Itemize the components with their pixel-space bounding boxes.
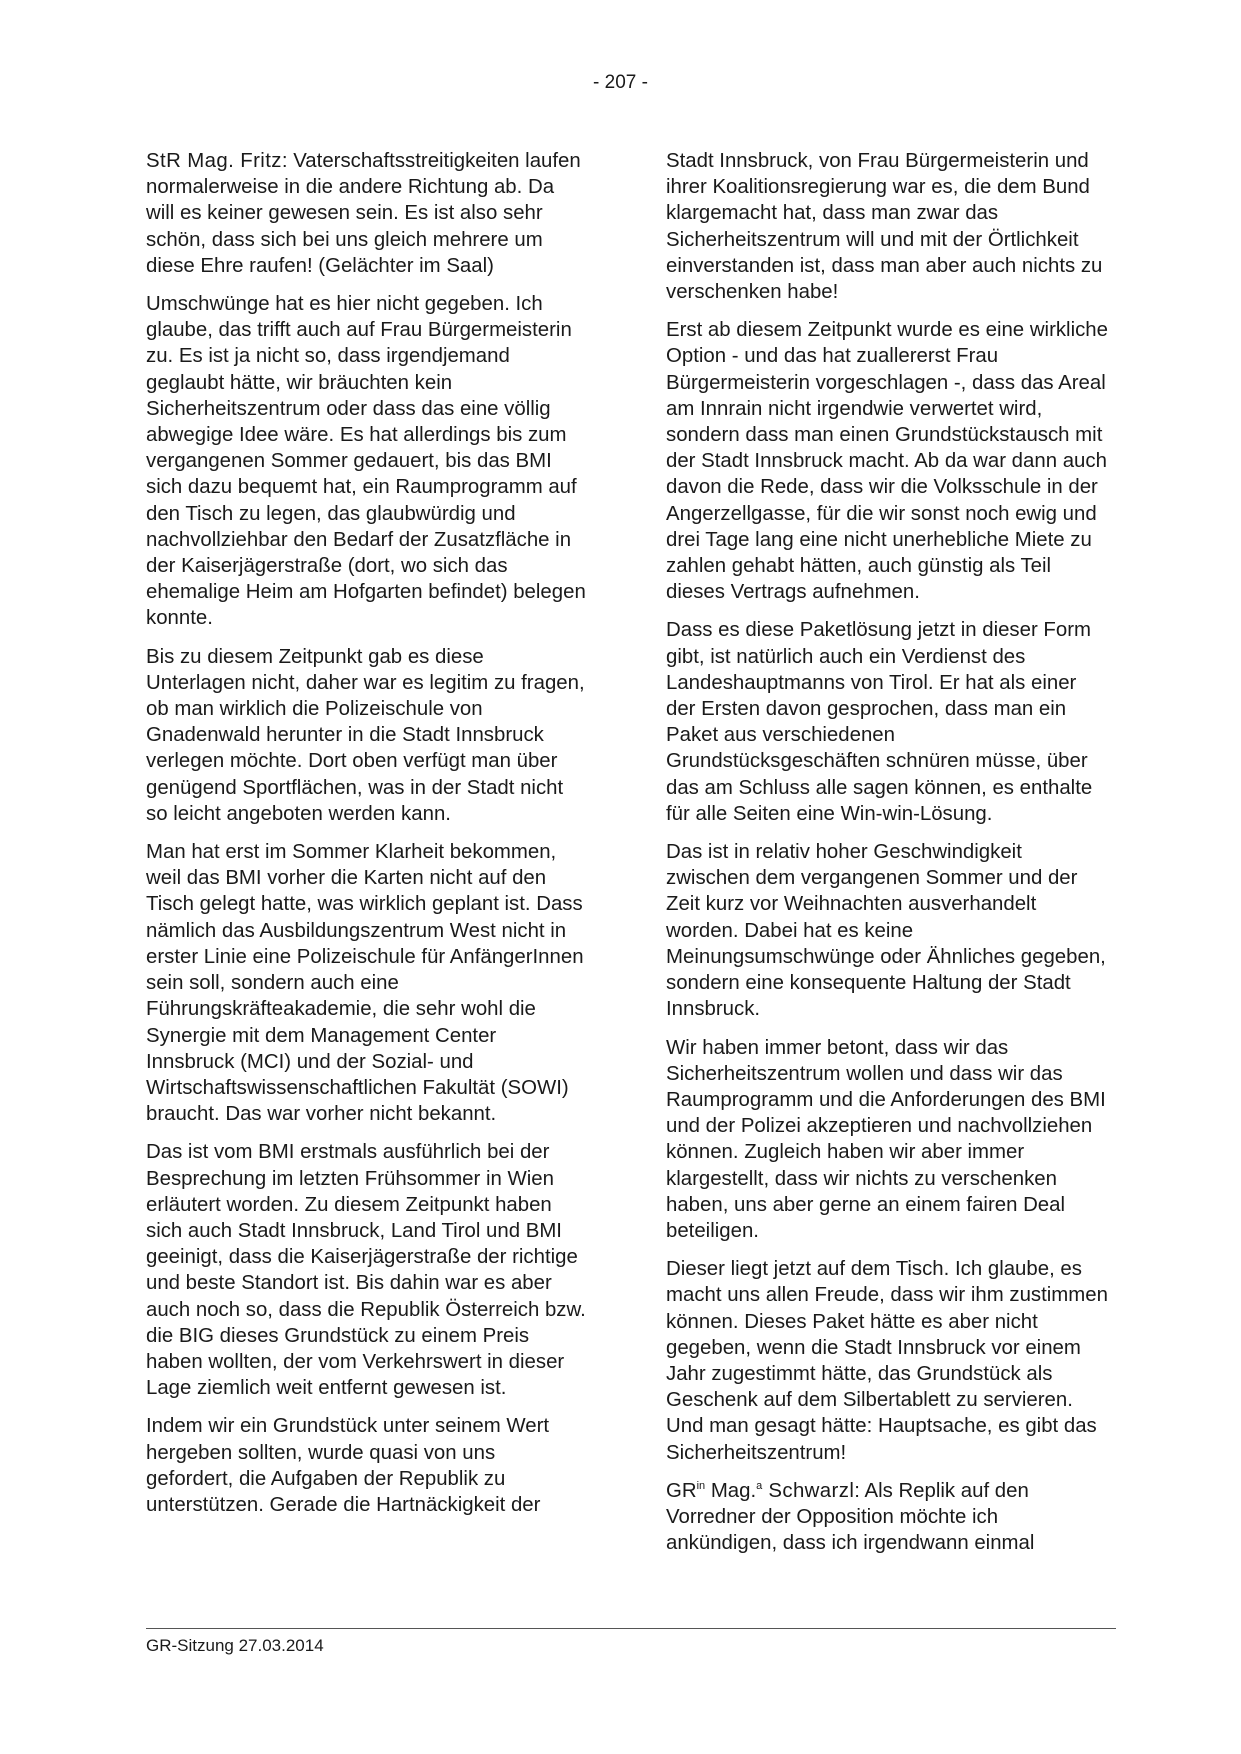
speaker-name: Schwarzl [762, 1479, 855, 1502]
paragraph: Dass es diese Paketlösung jetzt in dieser Form gibt, ist natürlich auch ein Verdienst des Landeshauptmanns von Tirol. Er hat als einer der Ersten davon gesprochen, dass man ein Paket aus verschiedenen Grundstücksgeschäften schnüren müsse, über das am Schluss alle sagen können, es enthalte für alle Seiten eine Win-win-Lösung. [666, 619, 1093, 825]
paragraph: Man hat erst im Sommer Klarheit bekommen, weil das BMI vorher die Karten nicht auf den Tisch gelegt hatte, was wirklich geplant ist. Dass nämlich das Ausbildungszentrum West nicht in erster Linie eine Polizeischule für AnfängerInnen sein soll, sondern auch eine Führungskräfteakademie, die sehr wohl die Synergie mit dem Management Center Innsbruck (MCI) und der Sozial- und Wirtschaftswissenschaftlichen Fakultät (SOWI) braucht. Das war vorher nicht bekannt. [146, 841, 584, 1126]
paragraph: Indem wir ein Grundstück unter seinem Wert hergeben sollten, wurde quasi von uns gefordert, die Aufgaben der Republik zu unterstützen. Gerade die Hartnäckigkeit der [146, 1415, 550, 1516]
paragraph [146, 148, 588, 279]
paragraph: Stadt Innsbruck, von Frau Bürgermeisterin und ihrer Koalitionsregierung war es, die dem Bund klargemacht hat, dass man zwar das Sicherheitszentrum will und mit der Örtlichkeit einverstanden ist, dass man aber auch nichts zu verschenken habe! [666, 150, 1103, 304]
paragraph: Erst ab diesem Zeitpunkt wurde es eine wirkliche Option - und das hat zuallererst Frau Bürgermeisterin vorgeschlagen -, dass das Areal am Innrain nicht irgendwie verwertet wird, sondern dass man einen Grundstückstausch mit der Stadt Innsbruck macht. Ab da war dann auch davon die Rede, dass wir die Volksschule in der Angerzellgasse, für die wir sonst noch ewig und drei Tage lang eine nicht unerhebliche Miete zu zahlen gehabt hätten, auch günstig als Teil dieses Vertrags aufnehmen. [666, 319, 1108, 604]
speaker-degree: Mag. [705, 1479, 757, 1502]
right-column [666, 148, 1108, 1568]
speaker-degree-superscript: a [756, 1479, 763, 1492]
footer-session-date: GR-Sitzung 27.03.2014 [146, 1636, 324, 1655]
footer-divider [146, 1628, 1116, 1629]
page-number: - 207 - [593, 72, 648, 93]
paragraph-text: : Vaterschaftsstreitigkeiten laufen normalerweise in die andere Richtung ab. Da will es keiner gewesen sein. Es ist also sehr schön, dass sich bei uns gleich mehrere um diese Ehre raufen! (Gelächter im Saal) [146, 150, 581, 277]
speaker-title: GR [666, 1479, 697, 1502]
paragraph: Wir haben immer betont, dass wir das Sicherheitszentrum wollen und dass wir das Raumprogramm und die Anforderungen des BMI und der Polizei akzeptieren und nachvollziehen können. Zugleich haben wir aber immer klargestellt, dass wir nichts zu verschenken haben, uns aber gerne an einem fairen Deal beteiligen. [666, 1036, 1106, 1242]
paragraph [666, 1478, 1108, 1557]
speaker-name: StR Mag. Fritz [146, 150, 282, 172]
paragraph: Das ist vom BMI erstmals ausführlich bei der Besprechung im letzten Frühsommer in Wien erläutert worden. Zu diesem Zeitpunkt haben sich auch Stadt Innsbruck, Land Tirol und BMI geeinigt, dass die Kaiserjägerstraße der richtige und beste Standort ist. Bis dahin war es aber auch noch so, dass die Republik Österreich bzw. die BIG dieses Grundstück zu einem Preis haben wollten, der vom Verkehrswert in dieser Lage ziemlich weit entfernt gewesen ist. [146, 1141, 586, 1400]
paragraph: Das ist in relativ hoher Geschwindigkeit zwischen dem vergangenen Sommer und der Zeit kurz vor Weihnachten ausverhandelt worden. Dabei hat es keine Meinungsumschwünge oder Ähnliches gegeben, sondern eine konsequente Haltung der Stadt Innsbruck. [666, 841, 1106, 1021]
paragraph: Umschwünge hat es hier nicht gegeben. Ich glaube, das trifft auch auf Frau Bürgermeisterin zu. Es ist ja nicht so, dass irgendjemand geglaubt hätte, wir bräuchten kein Sicherheitszentrum oder dass das eine völlig abwegige Idee wäre. Es hat allerdings bis zum vergangenen Sommer gedauert, bis das BMI sich dazu bequemt hat, ein Raumprogramm auf den Tisch zu legen, das glaubwürdig und nachvollziehbar den Bedarf der Zusatzfläche in der Kaiserjägerstraße (dort, wo sich das ehemalige Heim am Hofgarten befindet) belegen konnte. [146, 293, 586, 630]
speaker-title-superscript: in [696, 1479, 706, 1492]
paragraph: Dieser liegt jetzt auf dem Tisch. Ich glaube, es macht uns allen Freude, dass wir ihm zustimmen können. Dieses Paket hätte es aber nicht gegeben, wenn die Stadt Innsbruck vor einem Jahr zugestimmt hätte, das Grundstück als Geschenk auf dem Silbertablett zu servieren. Und man gesagt hätte: Hauptsache, es gibt das Sicherheitszentrum! [666, 1258, 1108, 1464]
left-column [146, 148, 588, 1530]
paragraph-text: : Als Replik auf den Vorredner der Opposition möchte ich ankündigen, dass ich irgendwann einmal [666, 1479, 1035, 1555]
paragraph: Bis zu diesem Zeitpunkt gab es diese Unterlagen nicht, daher war es legitim zu fragen, ob man wirklich die Polizeischule von Gnadenwald herunter in die Stadt Innsbruck verlegen möchte. Dort oben verfügt man über genügend Sportflächen, was in der Stadt nicht so leicht angeboten werden kann. [146, 645, 585, 825]
